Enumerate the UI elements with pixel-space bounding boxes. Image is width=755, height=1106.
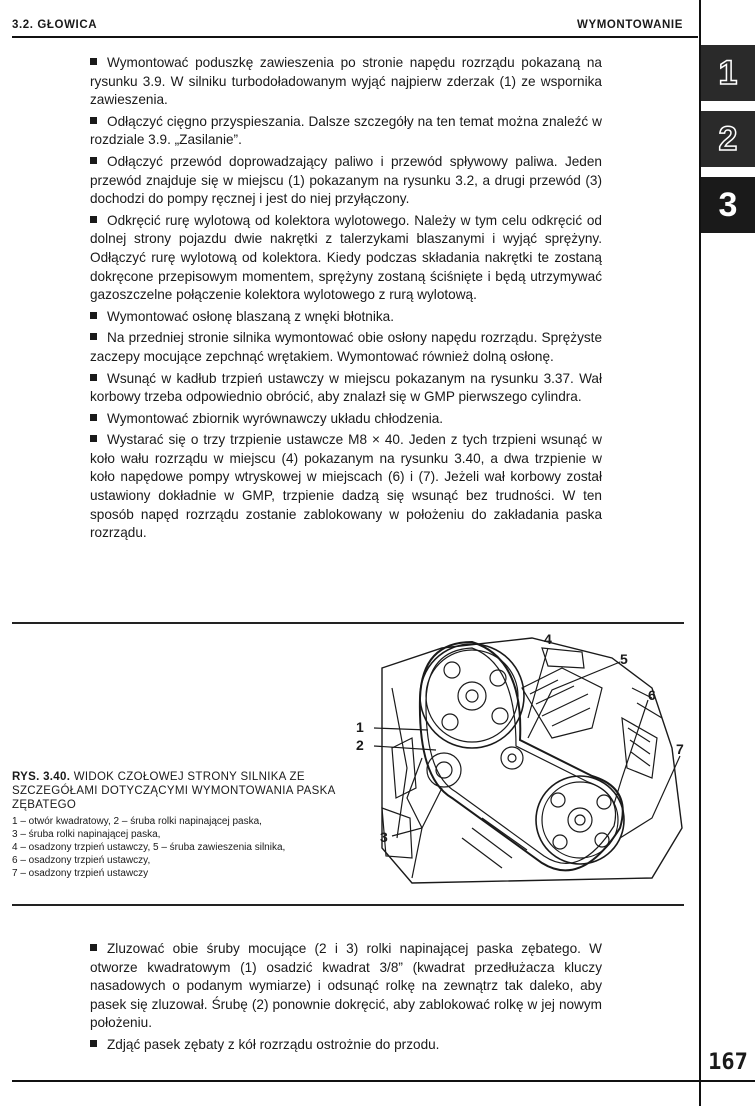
- bullet-icon: [90, 216, 97, 223]
- page-number: 167: [708, 1050, 748, 1075]
- chapter-tab-1[interactable]: 1: [701, 45, 755, 101]
- paragraph: Zdjąć pasek zębaty z kół rozrządu ostrożnie do przodu.: [90, 1036, 602, 1055]
- paragraph: Wystarać się o trzy trzpienie ustawcze M8 × 40. Jeden z tych trzpieni wsunąć w koło wału rozrządu w miejscu (4) pokazanym na rysunku 3.40, a dwa trzpienie w koło napędowe pompy wtryskowej w miejscach (6) i (7). Jeżeli wał korbowy został ustawiony dokładnie w GMP, trzpienie dadzą się wsunąć bez trudności. W ten sposób napęd rozrządu zostanie zablokowany w położeniu do zakładania paska rozrządu.: [90, 432, 602, 541]
- bullet-icon: [90, 1040, 97, 1047]
- paragraph: Odłączyć cięgno przyspieszania. Dalsze szczegóły na ten temat można znaleźć w rozdziale 3.9. „Zasilanie”.: [90, 113, 602, 148]
- bullet-icon: [90, 117, 97, 124]
- bottom-text-block: [90, 940, 602, 1058]
- callout-2: 2: [356, 737, 364, 753]
- paragraph: Odkręcić rurę wylotową od kolektora wylotowego. Należy w tym celu odkręcić od dolnej strony pojazdu dwie nakrętki z talerzykami blaszanymi i wyjąć sprężyny. Odłączyć rurę wylotową od kolektora. Kiedy podczas składania nakrętki te zostaną dokręcone przepisowym momentem, sprężyny zostaną ściśnięte i będą utrzymywać gazoszczelne połączenie kolektora wylotowego z rurą wylotową.: [90, 212, 602, 303]
- paragraph: Zluzować obie śruby mocujące (2 i 3) rolki napinającej paska zębatego. W otworze kwadratowym (1) osadzić kwadrat 3/8” (kwadrat przedłużacza kluczy nasadowych o podanym wymiarze) i odsunąć rolkę na zewnątrz tak daleko, aby pasek się zluzował. Śrubę (2) ponownie dokręcić, aby zablokować rolkę w jej nowym położeniu.: [90, 941, 602, 1031]
- callout-3: 3: [380, 829, 388, 845]
- top-text-block: [90, 54, 602, 546]
- legend-line: 6 – osadzony trzpień ustawczy,: [12, 855, 151, 867]
- callout-1: 1: [356, 719, 364, 735]
- paragraph: Odłączyć przewód doprowadzający paliwo i przewód spływowy paliwa. Jeden przewód znajduje się w miejscu (1) pokazanym na rysunku 3.2, a drugi przewód (3) dochodzi do pompy ręcznej i jest do niej przyłączony.: [90, 153, 602, 207]
- bullet-icon: [90, 414, 97, 421]
- callout-7: 7: [676, 741, 684, 757]
- paragraph: Wymontować osłonę blaszaną z wnęki błotnika.: [90, 308, 602, 327]
- bullet-icon: [90, 374, 97, 381]
- legend-line: 7 – osadzony trzpień ustawczy: [12, 868, 149, 880]
- paragraph: Wymontować poduszkę zawieszenia po stronie napędu rozrządu pokazaną na rysunku 3.9. W silniku turbodoładowanym wyjąć najpierw zderzak (1) ze wspornika zawieszenia.: [90, 55, 602, 108]
- bullet-icon: [90, 944, 97, 951]
- figure-caption: [12, 770, 362, 881]
- callout-6: 6: [648, 687, 656, 703]
- callout-4: 4: [544, 631, 552, 647]
- figure-top-rule: [12, 622, 684, 624]
- bullet-icon: [90, 312, 97, 319]
- chapter-tabs: [701, 45, 755, 243]
- paragraph: Wymontować zbiornik wyrównawczy układu chłodzenia.: [90, 410, 602, 429]
- legend-line: 4 – osadzony trzpień ustawczy, 5 – śruba zawieszenia silnika,: [12, 842, 286, 854]
- figure-legend: [12, 815, 362, 881]
- paragraph: Na przedniej stronie silnika wymontować obie osłony napędu rozrządu. Sprężyste zaczepy mocujące zepchnąć wrętakiem. Wymontować również dolną osłonę.: [90, 330, 602, 364]
- figure-title: RYS. 3.40. WIDOK CZOŁOWEJ STRONY SILNIKA ZE SZCZEGÓŁAMI DOTYCZĄCYMI WYMONTOWANIA PASKA ZĘBATEGO: [12, 771, 335, 812]
- bullet-icon: [90, 157, 97, 164]
- figure-bottom-rule: [12, 904, 684, 906]
- bullet-icon: [90, 333, 97, 340]
- topic-title: WYMONTOWANIE: [576, 19, 683, 31]
- bullet-icon: [90, 58, 97, 65]
- legend-line: 3 – śruba rolki napinającej paska,: [12, 828, 161, 840]
- engine-front-drawing: [352, 628, 698, 890]
- footer-rule: [12, 1080, 755, 1082]
- section-title: 3.2. GŁOWICA: [12, 19, 98, 31]
- bullet-icon: [90, 435, 97, 442]
- paragraph: Wsunąć w kadłub trzpień ustawczy w miejscu pokazanym na rysunku 3.37. Wał korbowy trzeba odpowiednio obrócić, aby znalazł się w GMP pierwszego cylindra.: [90, 370, 602, 405]
- header-rule: [12, 36, 698, 38]
- legend-line: 1 – otwór kwadratowy, 2 – śruba rolki napinającej paska,: [12, 815, 262, 827]
- callout-5: 5: [620, 651, 628, 667]
- chapter-tab-3[interactable]: 3: [701, 177, 755, 233]
- chapter-tab-2[interactable]: 2: [701, 111, 755, 167]
